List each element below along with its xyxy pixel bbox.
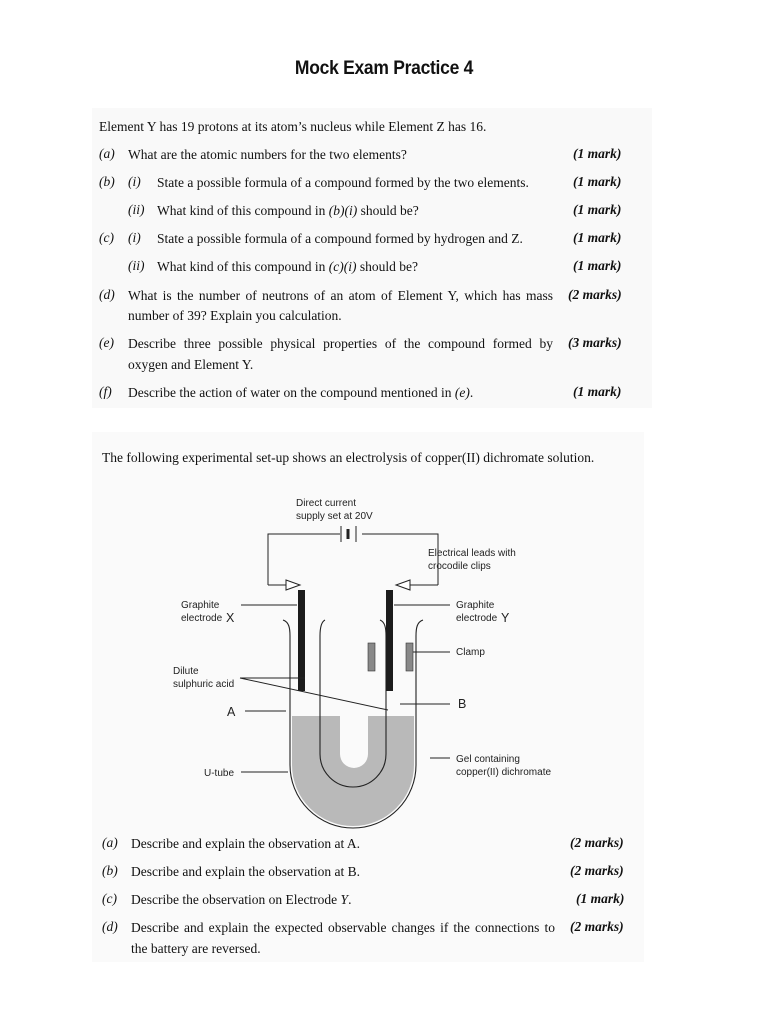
q2c-text: Describe the observation on Electrode Y. xyxy=(131,892,352,907)
q2c-marks: (1 mark) xyxy=(576,891,625,906)
right-lead-wire xyxy=(362,534,438,585)
leader-acid-2 xyxy=(240,678,388,710)
label-gel-1: Gel containing xyxy=(456,754,520,765)
q1c-ii-text: What kind of this compound in (c)(i) should be? xyxy=(157,259,418,274)
q1c-sub: (i) xyxy=(128,230,141,245)
section2-intro: The following experimental set-up shows an electrolysis of copper(II) dichromate solution. xyxy=(102,450,595,465)
clamp-left-block xyxy=(368,643,375,671)
q1c-ii-ref: (c)(i) xyxy=(328,259,357,274)
q2c-label: (c) xyxy=(102,891,117,906)
clamp-right-block xyxy=(406,643,413,671)
q1b-ii-marks: (1 mark) xyxy=(573,202,622,217)
label-leads-2: crocodile clips xyxy=(428,561,491,572)
gel-fill xyxy=(292,716,414,826)
label-a: A xyxy=(227,705,236,719)
q1a-text: What are the atomic numbers for the two elements? xyxy=(128,147,407,162)
q1f-ref: (e) xyxy=(454,385,470,400)
q1e-text-line1: Describe three possible physical properties of the compound formed by xyxy=(128,336,553,351)
label-x: X xyxy=(226,611,235,625)
battery-icon xyxy=(341,526,356,542)
q2a-text: Describe and explain the observation at A. xyxy=(131,836,361,851)
q1f-label: (f) xyxy=(99,384,112,399)
q2b-marks: (2 marks) xyxy=(570,863,624,878)
label-acid-1: Dilute xyxy=(173,666,199,677)
q2d-label: (d) xyxy=(102,919,118,934)
q1e-label: (e) xyxy=(99,335,114,350)
q1c-label: (c) xyxy=(99,230,114,245)
label-leads-1: Electrical leads with xyxy=(428,548,516,559)
section1-intro: Element Y has 19 protons at its atom’s nucleus while Element Z has 16. xyxy=(99,119,487,134)
q1b-label: (b) xyxy=(99,174,115,189)
q1d-label: (d) xyxy=(99,287,115,302)
label-graphite-x-2: electrode xyxy=(181,613,223,624)
q1d-text-line2: number of 39? Explain you calculation. xyxy=(128,308,342,323)
q1a-marks: (1 mark) xyxy=(573,146,622,161)
label-supply-1: Direct current xyxy=(296,498,357,509)
q2d-marks: (2 marks) xyxy=(570,919,624,934)
q1b-i-text: State a possible formula of a compound formed by the two elements. xyxy=(157,175,529,190)
q1d-text-line1: What is the number of neutrons of an atom of Element Y, which has mass xyxy=(128,288,553,303)
q1b-ii-sub: (ii) xyxy=(128,202,145,217)
q1b-ii-ref: (b)(i) xyxy=(328,203,358,218)
q1b-i-marks: (1 mark) xyxy=(573,174,622,189)
q1f-marks: (1 mark) xyxy=(573,384,622,399)
label-gel-2: copper(II) dichromate xyxy=(456,767,552,778)
q2a-marks: (2 marks) xyxy=(570,835,624,850)
label-utube: U-tube xyxy=(204,768,235,779)
q1e-text-line2: oxygen and Element Y. xyxy=(128,357,254,372)
q2c-ref: Y xyxy=(340,892,349,907)
q1b-ii-text: What kind of this compound in (b)(i) should be? xyxy=(157,203,419,218)
q1e-marks: (3 marks) xyxy=(568,335,622,350)
q1a-label: (a) xyxy=(99,146,115,161)
right-clip-icon xyxy=(396,580,410,590)
q1d-marks: (2 marks) xyxy=(568,287,622,302)
label-y: Y xyxy=(501,611,510,625)
q1b-sub: (i) xyxy=(128,174,141,189)
page-title: Mock Exam Practice 4 xyxy=(294,58,474,79)
left-clip-icon xyxy=(286,580,300,590)
q1c-ii-marks: (1 mark) xyxy=(573,258,622,273)
q1c-i-marks: (1 mark) xyxy=(573,230,622,245)
graphite-electrode-y xyxy=(386,590,393,691)
q1c-ii-sub: (ii) xyxy=(128,258,145,273)
left-lead-wire xyxy=(268,534,340,585)
label-graphite-y-2: electrode xyxy=(456,613,498,624)
label-graphite-y-1: Graphite xyxy=(456,600,495,611)
q2d-text-line2: the battery are reversed. xyxy=(131,941,261,956)
q2b-text: Describe and explain the observation at B. xyxy=(131,864,361,879)
label-acid-2: sulphuric acid xyxy=(173,679,235,690)
label-b: B xyxy=(458,697,467,711)
q1c-i-text: State a possible formula of a compound formed by hydrogen and Z. xyxy=(157,231,523,246)
graphite-electrode-x xyxy=(298,590,305,691)
label-supply-2: supply set at 20V xyxy=(296,511,373,522)
q2a-label: (a) xyxy=(102,835,118,850)
q2d-text-line1: Describe and explain the expected observable changes if the connections to xyxy=(131,920,555,935)
label-graphite-x-1: Graphite xyxy=(181,600,220,611)
q2b-label: (b) xyxy=(102,863,118,878)
label-clamp: Clamp xyxy=(456,647,485,658)
q1f-text: Describe the action of water on the compound mentioned in (e). xyxy=(128,385,474,400)
